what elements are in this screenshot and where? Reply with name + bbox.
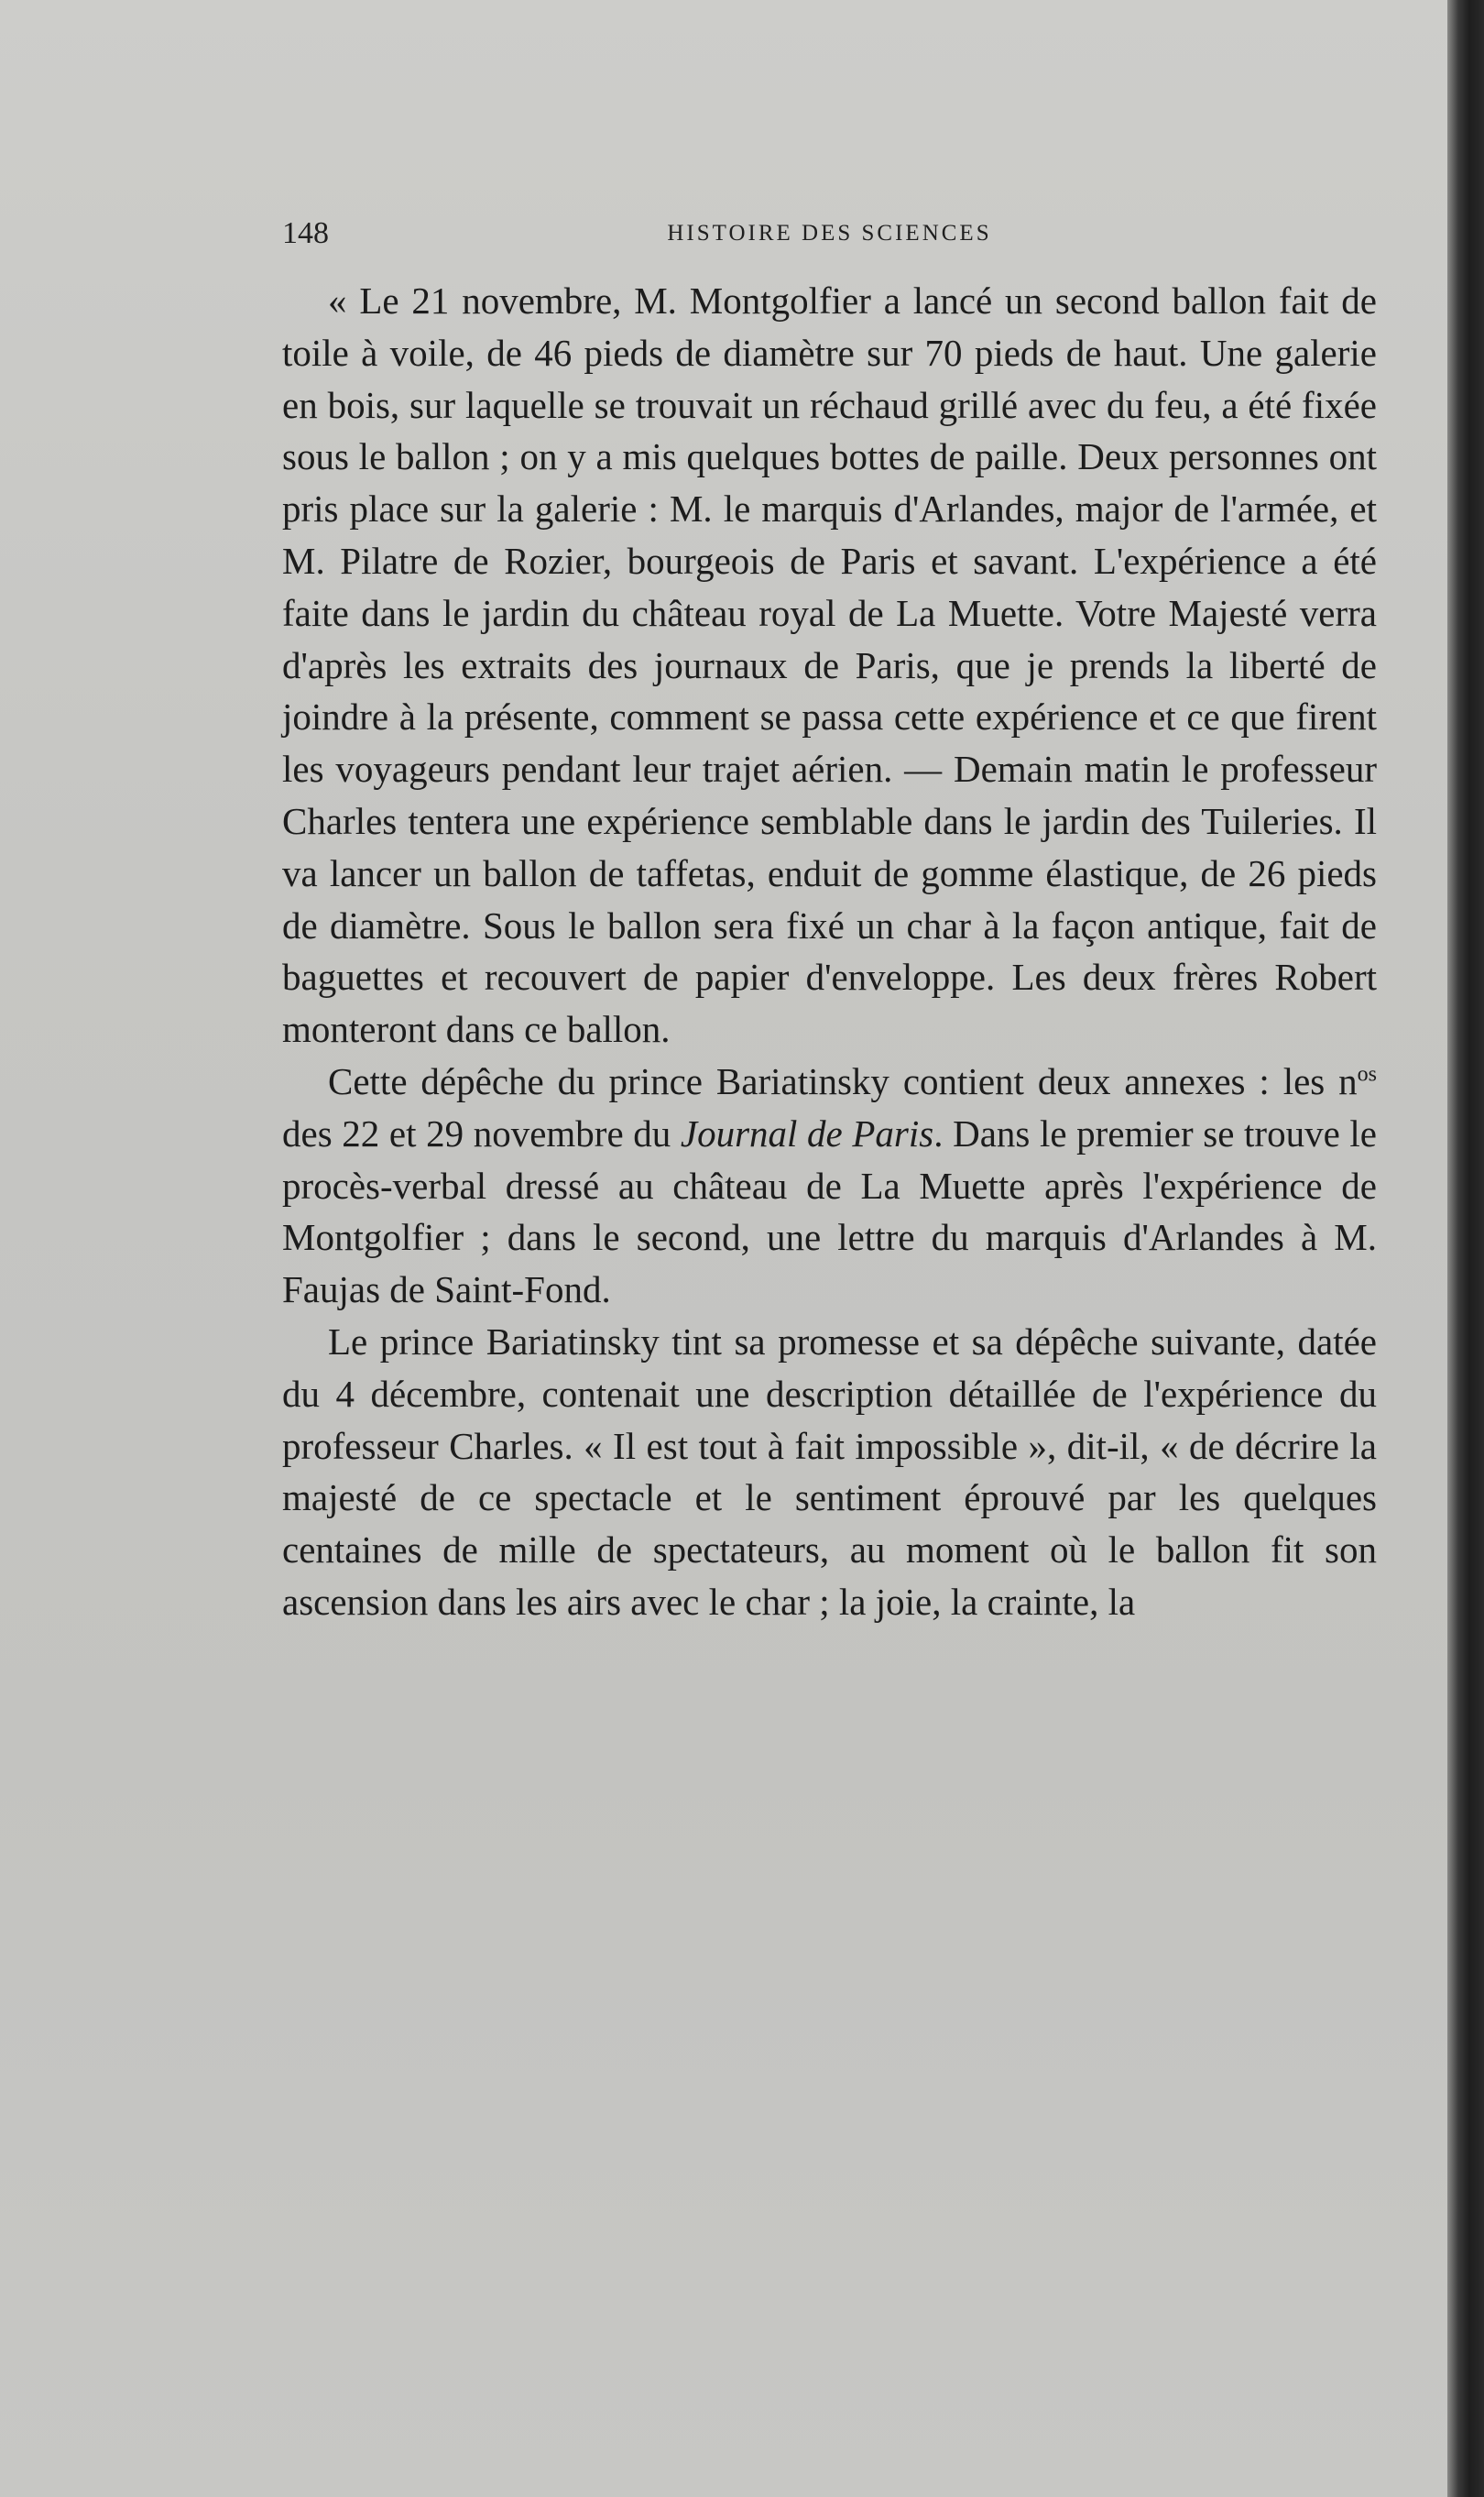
- body-text: [282, 275, 1377, 1628]
- paragraph: « Le 21 novembre, M. Montgolfier a lancé un second ballon fait de toile à voile, de 46 pieds de diamètre sur 70 pieds de haut. Une galerie en bois, sur laquelle se trouvait un réchaud grillé avec du feu, a été fixée sous le ballon ; on y a mis quelques bottes de paille. Deux personnes ont pris place sur la galerie : M. le marquis d'Arlandes, major de l'armée, et M. Pilatre de Rozier, bourgeois de Paris et savant. L'expérience a été faite dans le jardin du château royal de La Muette. Votre Majesté verra d'après les extraits des journaux de Paris, que je prends la liberté de joindre à la présente, comment se passa cette expérience et ce que firent les voyageurs pendant leur trajet aérien. — Demain matin le professeur Charles tentera une expérience semblable dans le jardin des Tuileries. Il va lancer un ballon de taffetas, enduit de gomme élastique, de 26 pieds de diamètre. Sous le ballon sera fixé un char à la façon antique, fait de baguettes et recouvert de papier d'enveloppe. Les deux frères Robert monteront dans ce ballon.: [282, 279, 1377, 1051]
- paragraph: Le prince Bariatinsky tint sa promesse et sa dépêche suivante, datée du 4 décembre, contenait une description détaillée de l'expérience du professeur Charles. « Il est tout à fait impossible », dit-il, « de décrire la majesté de ce spectacle et le sentiment éprouvé par les quelques centaines de mille de spectateurs, au moment où le ballon fit son ascension dans les airs avec le char ; la joie, la crainte, la: [282, 1320, 1377, 1623]
- page-header: [282, 211, 1377, 257]
- paragraph-text: des 22 et 29 novembre du: [282, 1112, 681, 1155]
- book-binding-edge: [1447, 0, 1484, 2497]
- page-number: 148: [282, 216, 329, 250]
- paragraph-text: Cette dépêche du prince Bariatinsky contient deux annexes : les n: [328, 1059, 1358, 1102]
- paragraph: [282, 1056, 1377, 1316]
- journal-title: Journal de Paris: [680, 1112, 934, 1155]
- paragraph-text: . Dans le premier se trouve le procès-verbal dressé au château de La Muette après l'expérience de Montgolfier ; dans le second, une lettre du marquis d'Arlandes à M. Faujas de Saint-Fond.: [282, 1112, 1377, 1311]
- running-title: HISTOIRE DES SCIENCES: [667, 221, 992, 246]
- superscript: os: [1357, 1062, 1377, 1087]
